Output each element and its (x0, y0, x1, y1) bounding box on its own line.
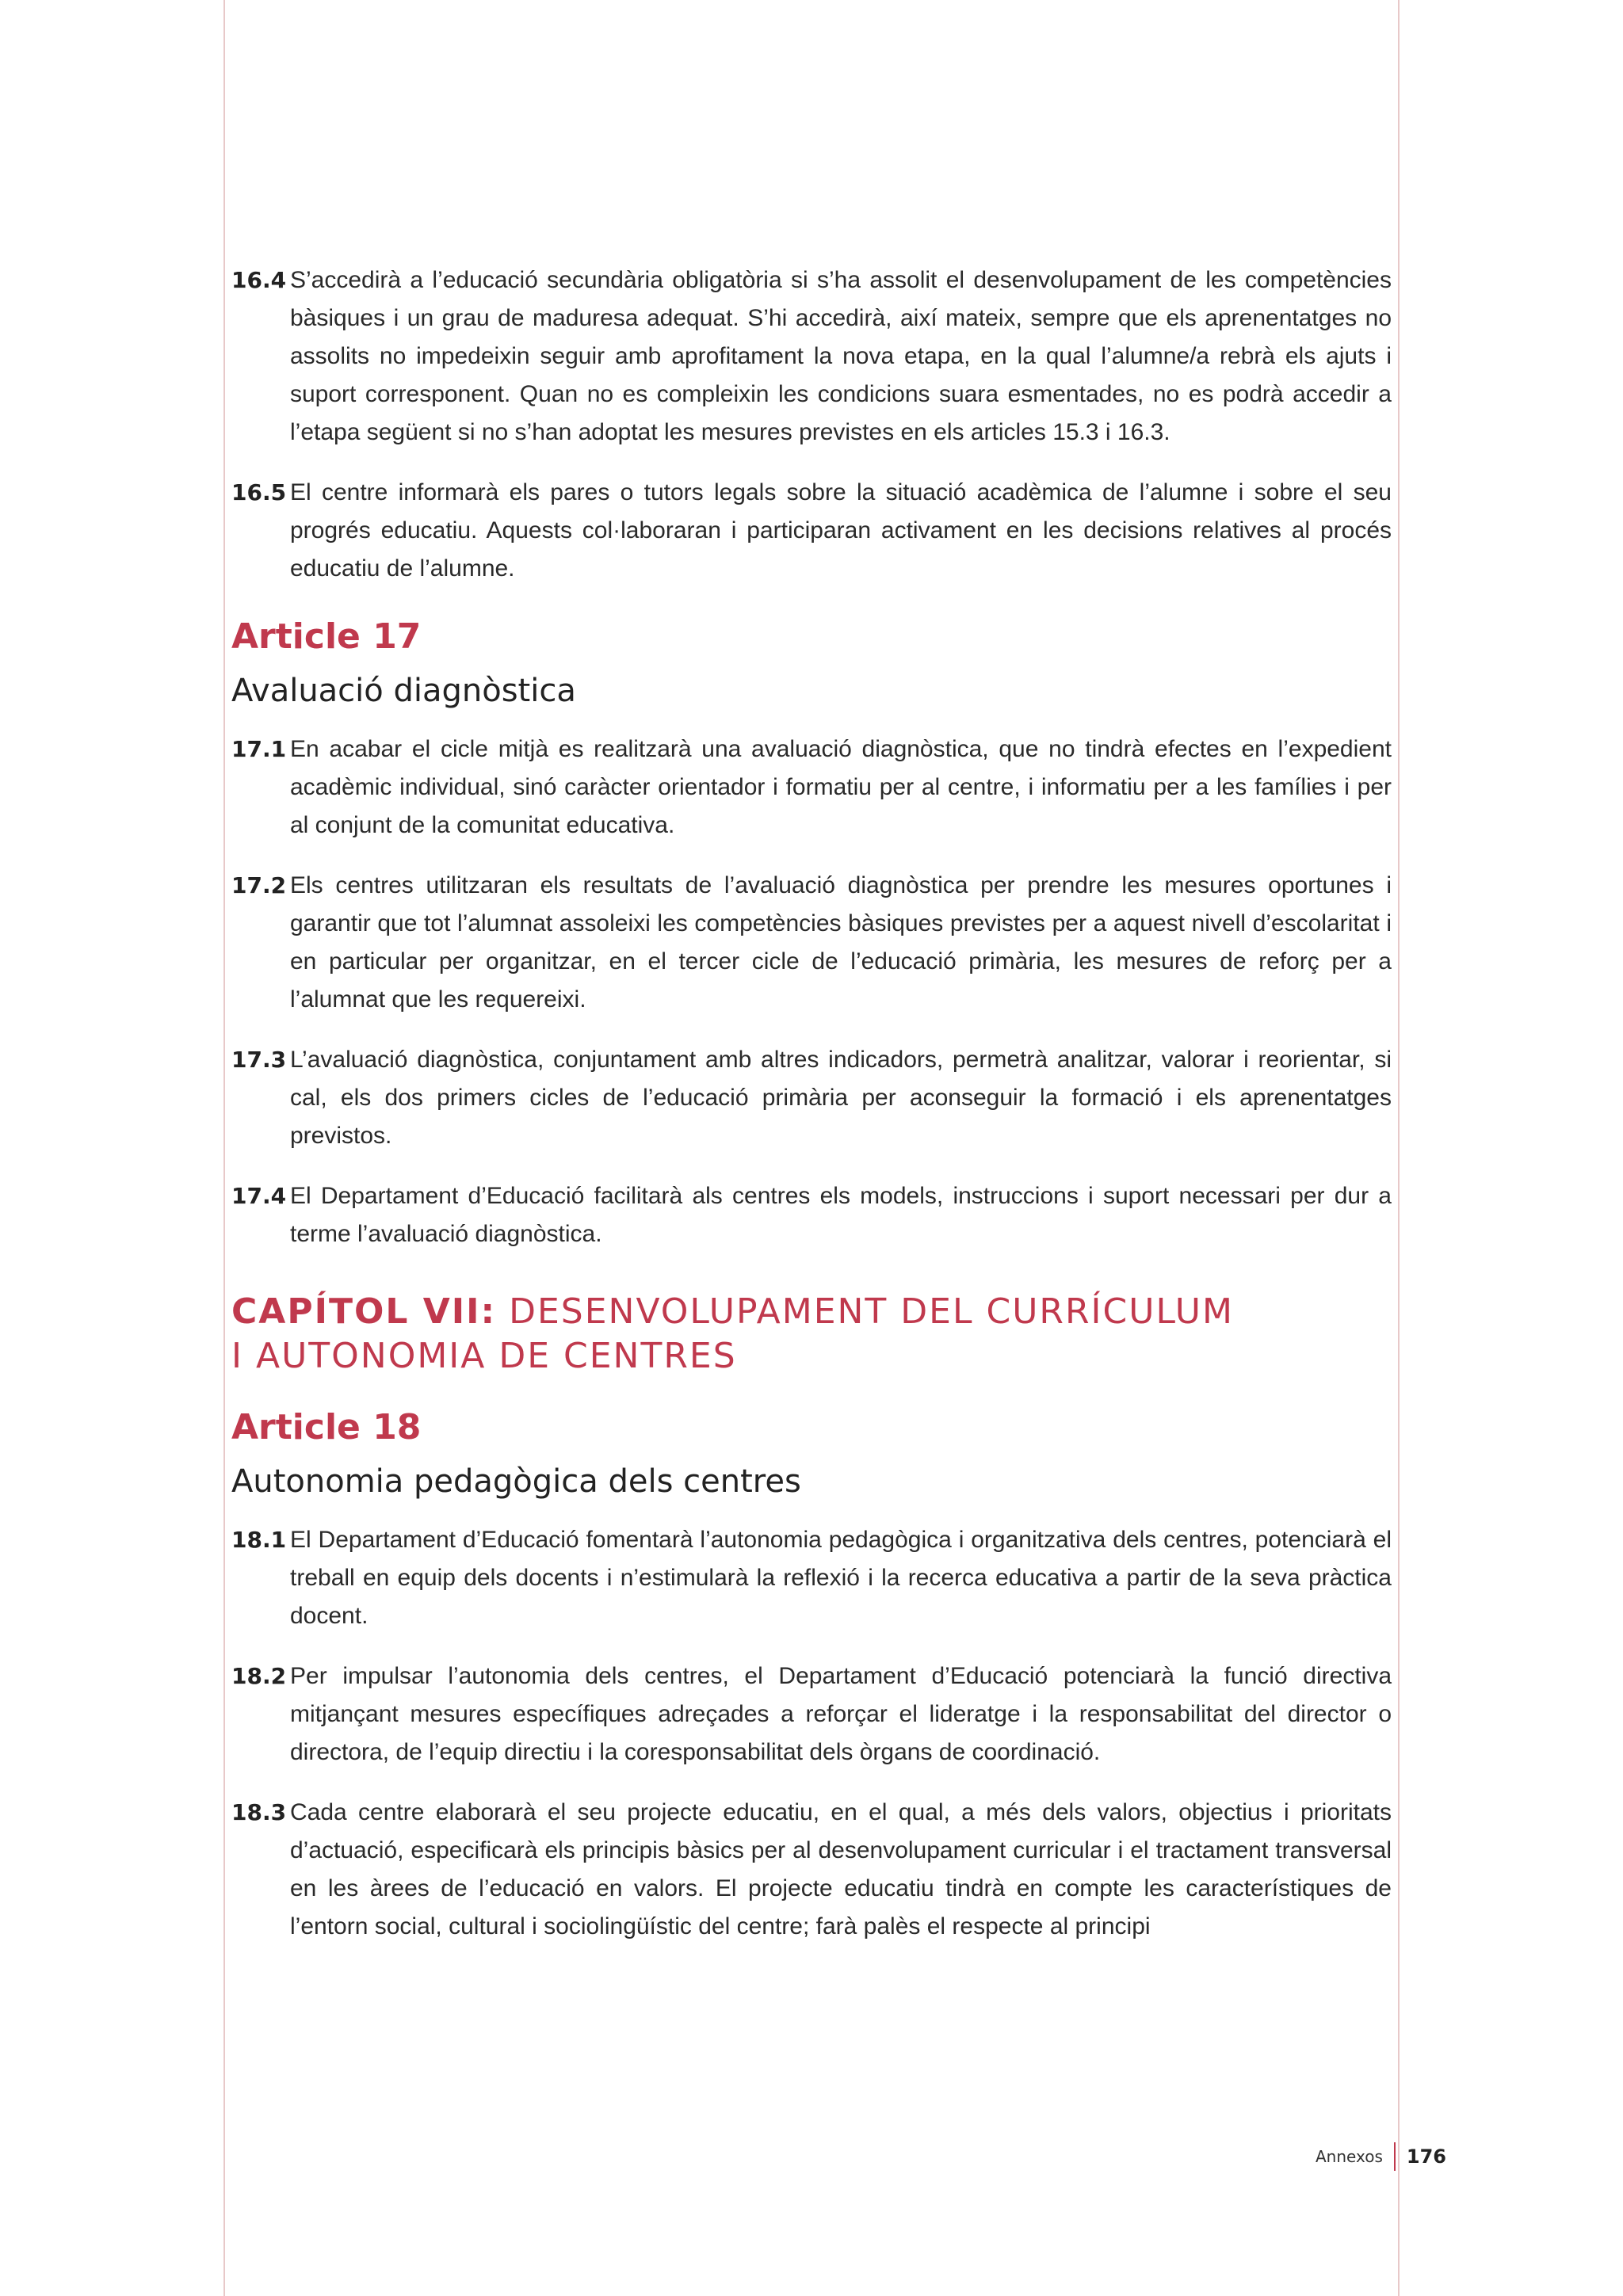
paragraph-16-4 (231, 261, 1392, 452)
paragraph-number: 18.1 (231, 1527, 287, 1553)
paragraph-number: 17.3 (231, 1047, 287, 1073)
paragraph-number: 16.5 (231, 479, 287, 505)
paragraph-18-1 (231, 1521, 1392, 1635)
footer-section-label: Annexos (1316, 2147, 1383, 2166)
page-footer (1316, 2142, 1446, 2171)
chapter-heading-line-1 (231, 1290, 1262, 1334)
paragraph-17-3 (231, 1041, 1392, 1155)
paragraph-text: Els centres utilitzaran els resultats de l’avaluació diagnòstica per prendre les mesures oportunes i garantir que tot l’alumnat assoleixi les competències bàsiques previstes per a aquest nivell d’escolaritat i en particular per organitzar, en el tercer cicle de l’educació primària, les mesures de reforç per a l’alumnat que les requereixi. (290, 872, 1392, 1013)
page-number: 176 (1406, 2145, 1446, 2168)
article-18-subtitle: Autonomia pedagògica dels centres (231, 1463, 801, 1500)
paragraph-18-2 (231, 1657, 1392, 1772)
chapter-title-part-2: I AUTONOMIA DE CENTRES (231, 1336, 737, 1376)
paragraph-number: 16.4 (231, 267, 287, 293)
paragraph-text: L’avaluació diagnòstica, conjuntament amb altres indicadors, permetrà analitzar, valorar i reorientar, si cal, els dos primers cicles de l’educació primària per aconseguir la formació i els aprenentatges previstos. (290, 1047, 1392, 1149)
paragraph-17-2 (231, 867, 1392, 1019)
paragraph-text: En acabar el cicle mitjà es realitzarà una avaluació diagnòstica, que no tindrà efectes en l’expedient acadèmic individual, sinó caràcter orientador i formatiu per al centre, i informatiu per a les famílies i per al conjunt de la comunitat educativa. (290, 736, 1392, 838)
paragraph-17-4 (231, 1177, 1392, 1253)
paragraph-16-5 (231, 474, 1392, 588)
article-17-subtitle: Avaluació diagnòstica (231, 673, 576, 709)
paragraph-text: El centre informarà els pares o tutors legals sobre la situació acadèmica de l’alumne i sobre el seu progrés educatiu. Aquests col·laboraran i participaran activament en les decisions relatives al procés educatiu de l’alumne. (290, 479, 1392, 582)
paragraph-text: Cada centre elaborarà el seu projecte educatiu, en el qual, a més dels valors, objectius i prioritats d’actuació, especificarà els principis bàsics per al desenvolupament curricular i el tractament transversal en les àrees de l’educació en valors. El projecte educatiu tindrà en compte les característiques de l’entorn social, cultural i sociolingüístic del centre; farà palès el respecte al principi (290, 1799, 1392, 1939)
paragraph-text: El Departament d’Educació facilitarà als centres els models, instruccions i suport necessari per dur a terme l’avaluació diagnòstica. (290, 1183, 1392, 1247)
paragraph-18-3 (231, 1794, 1392, 1946)
chapter-title-part-1: DESENVOLUPAMENT DEL CURRÍCULUM (496, 1291, 1234, 1332)
paragraph-number: 17.4 (231, 1183, 287, 1209)
article-17-title: Article 17 (231, 616, 422, 657)
chapter-label: CAPÍTOL VII: (231, 1291, 497, 1332)
paragraph-text: Per impulsar l’autonomia dels centres, el Departament d’Educació potenciarà la funció directiva mitjançant mesures específiques adreçades a reforçar el lideratge i la responsabilitat del director o directora, de l’equip directiu i la coresponsabilitat dels òrgans de coordinació. (290, 1663, 1392, 1765)
paragraph-text: S’accedirà a l’educació secundària obligatòria si s’ha assolit el desenvolupament de les competències bàsiques i un grau de maduresa adequat. S’hi accedirà, així mateix, sempre que els aprenentatges no assolits no impedeixin seguir amb aprofitament la nova etapa, en la qual l’alumne/a rebrà els ajuts i suport corresponent. Quan no es compleixin les condicions suara esmentades, no es podrà accedir a l’etapa següent si no s’han adoptat les mesures previstes en els articles 15.3 i 16.3. (290, 267, 1392, 445)
paragraph-17-1 (231, 730, 1392, 845)
left-margin-rule (223, 0, 225, 2296)
paragraph-number: 17.2 (231, 872, 287, 898)
chapter-heading (231, 1290, 1262, 1379)
paragraph-number: 17.1 (231, 736, 287, 762)
right-margin-rule (1398, 0, 1400, 2296)
article-18-title: Article 18 (231, 1407, 422, 1447)
paragraph-number: 18.3 (231, 1799, 287, 1825)
paragraph-number: 18.2 (231, 1663, 287, 1689)
paragraph-text: El Departament d’Educació fomentarà l’autonomia pedagògica i organitzativa dels centres, potenciarà el treball en equip dels docents i n’estimularà la reflexió i la recerca educativa a partir de la seva pràctica docent. (290, 1527, 1392, 1629)
page-content (231, 261, 1392, 1968)
